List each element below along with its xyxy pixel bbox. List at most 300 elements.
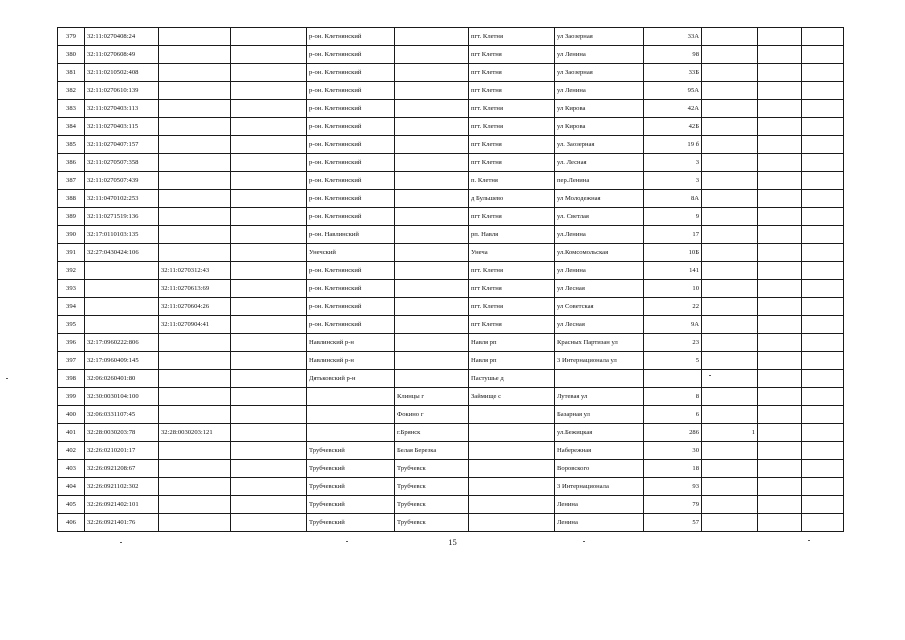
settlement-cell: Унеча xyxy=(469,244,555,262)
table-cell xyxy=(802,478,844,496)
house-number-cell: 18 xyxy=(644,460,702,478)
settlement-cell: п. Клетня xyxy=(469,172,555,190)
table-cell xyxy=(231,226,307,244)
extra-value-cell xyxy=(702,100,758,118)
table-cell xyxy=(231,136,307,154)
locality-cell: г.Брянск xyxy=(395,424,469,442)
cadastral-number-cell: 32:30:0030104:100 xyxy=(85,388,159,406)
table-row xyxy=(58,28,844,46)
locality-cell: Клинцы г xyxy=(395,388,469,406)
table-row xyxy=(58,334,844,352)
district-cell: р-он. Клетнянский xyxy=(307,208,395,226)
table-cell xyxy=(231,172,307,190)
table-cell xyxy=(758,28,802,46)
linked-cadastral-number-cell xyxy=(159,370,231,388)
house-number-cell: 79 xyxy=(644,496,702,514)
locality-cell xyxy=(395,154,469,172)
locality-cell xyxy=(395,82,469,100)
table-cell xyxy=(802,28,844,46)
extra-value-cell xyxy=(702,154,758,172)
settlement-cell xyxy=(469,442,555,460)
table-row xyxy=(58,136,844,154)
house-number-cell: 98 xyxy=(644,46,702,64)
district-cell: р-он. Навлинский xyxy=(307,226,395,244)
table-cell xyxy=(802,298,844,316)
scan-speck xyxy=(346,541,348,542)
linked-cadastral-number-cell xyxy=(159,28,231,46)
table-row xyxy=(58,262,844,280)
street-cell: ул Молодежная xyxy=(555,190,644,208)
scan-speck xyxy=(6,378,8,379)
cadastral-number-cell: 32:26:0921102:302 xyxy=(85,478,159,496)
cadastral-number-cell: 32:11:0270407:157 xyxy=(85,136,159,154)
locality-cell xyxy=(395,352,469,370)
linked-cadastral-number-cell xyxy=(159,478,231,496)
house-number-cell: 93 xyxy=(644,478,702,496)
house-number-cell: 6 xyxy=(644,406,702,424)
row-number-cell: 406 xyxy=(58,514,85,532)
extra-value-cell xyxy=(702,442,758,460)
scan-speck xyxy=(583,541,585,542)
street-cell: ул Кирова xyxy=(555,118,644,136)
district-cell: Навлинский р-н xyxy=(307,352,395,370)
cadastral-number-cell: 32:26:0210201:17 xyxy=(85,442,159,460)
linked-cadastral-number-cell xyxy=(159,226,231,244)
settlement-cell xyxy=(469,478,555,496)
locality-cell xyxy=(395,208,469,226)
table-cell xyxy=(758,136,802,154)
table-cell xyxy=(758,478,802,496)
table-row xyxy=(58,388,844,406)
house-number-cell: 10 xyxy=(644,280,702,298)
street-cell: Лутевая ул xyxy=(555,388,644,406)
house-number-cell: 57 xyxy=(644,514,702,532)
house-number-cell: 141 xyxy=(644,262,702,280)
house-number-cell: 33Б xyxy=(644,64,702,82)
cadastral-number-cell: 32:26:0921401:76 xyxy=(85,514,159,532)
street-cell: Ленина xyxy=(555,496,644,514)
table-body xyxy=(58,28,844,532)
locality-cell xyxy=(395,226,469,244)
linked-cadastral-number-cell xyxy=(159,172,231,190)
house-number-cell: 5 xyxy=(644,352,702,370)
table-cell xyxy=(758,280,802,298)
street-cell: ул Ленина xyxy=(555,46,644,64)
table-cell xyxy=(231,190,307,208)
linked-cadastral-number-cell xyxy=(159,514,231,532)
table-row xyxy=(58,190,844,208)
street-cell: Базарная ул xyxy=(555,406,644,424)
table-cell xyxy=(802,424,844,442)
table-row xyxy=(58,460,844,478)
table-cell xyxy=(758,424,802,442)
linked-cadastral-number-cell xyxy=(159,496,231,514)
street-cell: 3 Интернационала xyxy=(555,478,644,496)
house-number-cell: 3 xyxy=(644,172,702,190)
table-cell xyxy=(231,388,307,406)
table-row xyxy=(58,64,844,82)
settlement-cell xyxy=(469,514,555,532)
settlement-cell: пгт Клетня xyxy=(469,136,555,154)
scan-speck xyxy=(120,542,122,543)
extra-value-cell xyxy=(702,334,758,352)
district-cell: Трубчевский xyxy=(307,514,395,532)
street-cell: ул Заозерная xyxy=(555,28,644,46)
settlement-cell: Навля рп xyxy=(469,334,555,352)
locality-cell xyxy=(395,46,469,64)
cadastral-number-cell: 32:11:0270403:113 xyxy=(85,100,159,118)
cadastral-number-cell xyxy=(85,262,159,280)
district-cell: р-он. Клетнянский xyxy=(307,100,395,118)
extra-value-cell xyxy=(702,46,758,64)
table-cell xyxy=(758,334,802,352)
table-cell xyxy=(802,262,844,280)
settlement-cell: Займище с xyxy=(469,388,555,406)
cadastral-number-cell: 32:11:0271519:136 xyxy=(85,208,159,226)
table-cell xyxy=(802,316,844,334)
cadastral-number-cell: 32:06:0331107:45 xyxy=(85,406,159,424)
district-cell: р-он. Клетнянский xyxy=(307,298,395,316)
table-row xyxy=(58,370,844,388)
cadastral-number-cell: 32:11:0270610:139 xyxy=(85,82,159,100)
street-cell: ул Советская xyxy=(555,298,644,316)
extra-value-cell xyxy=(702,370,758,388)
table-cell xyxy=(758,244,802,262)
table-cell xyxy=(231,118,307,136)
district-cell: Трубчевский xyxy=(307,478,395,496)
locality-cell xyxy=(395,370,469,388)
table-row xyxy=(58,46,844,64)
table-row xyxy=(58,154,844,172)
table-row xyxy=(58,316,844,334)
row-number-cell: 384 xyxy=(58,118,85,136)
table-row xyxy=(58,442,844,460)
table-cell xyxy=(758,64,802,82)
cadastral-number-cell: 32:28:0030203:78 xyxy=(85,424,159,442)
row-number-cell: 379 xyxy=(58,28,85,46)
row-number-cell: 399 xyxy=(58,388,85,406)
extra-value-cell xyxy=(702,28,758,46)
district-cell: р-он. Клетнянский xyxy=(307,190,395,208)
street-cell xyxy=(555,370,644,388)
cadastral-number-cell: 32:17:0110103:135 xyxy=(85,226,159,244)
settlement-cell xyxy=(469,496,555,514)
table-cell xyxy=(802,514,844,532)
table-cell xyxy=(758,82,802,100)
district-cell: р-он. Клетнянский xyxy=(307,280,395,298)
table-row xyxy=(58,478,844,496)
settlement-cell: пгт. Клетня xyxy=(469,118,555,136)
linked-cadastral-number-cell xyxy=(159,190,231,208)
row-number-cell: 380 xyxy=(58,46,85,64)
district-cell: Навлинский р-н xyxy=(307,334,395,352)
street-cell: 3 Интернационала ул xyxy=(555,352,644,370)
scan-speck xyxy=(709,375,711,376)
settlement-cell: пгт Клетня xyxy=(469,316,555,334)
table-cell xyxy=(802,100,844,118)
district-cell: р-он. Клетнянский xyxy=(307,262,395,280)
table-row xyxy=(58,352,844,370)
cadastral-number-cell xyxy=(85,298,159,316)
district-cell: Унечский xyxy=(307,244,395,262)
table-cell xyxy=(758,100,802,118)
row-number-cell: 386 xyxy=(58,154,85,172)
locality-cell: Трубчевск xyxy=(395,514,469,532)
table-cell xyxy=(231,262,307,280)
table-cell xyxy=(758,262,802,280)
cadastral-number-cell: 32:11:0270608:49 xyxy=(85,46,159,64)
table-cell xyxy=(802,334,844,352)
district-cell xyxy=(307,424,395,442)
table-cell xyxy=(802,190,844,208)
street-cell: ул.Ленина xyxy=(555,226,644,244)
locality-cell xyxy=(395,28,469,46)
linked-cadastral-number-cell xyxy=(159,334,231,352)
district-cell: Трубчевский xyxy=(307,496,395,514)
table-cell xyxy=(231,244,307,262)
table-cell xyxy=(231,298,307,316)
district-cell xyxy=(307,406,395,424)
table-cell xyxy=(231,154,307,172)
extra-value-cell xyxy=(702,298,758,316)
linked-cadastral-number-cell xyxy=(159,64,231,82)
house-number-cell: 33А xyxy=(644,28,702,46)
table-cell xyxy=(802,46,844,64)
locality-cell xyxy=(395,280,469,298)
settlement-cell: пгт Клетня xyxy=(469,46,555,64)
cadastral-number-cell xyxy=(85,280,159,298)
table-cell xyxy=(802,136,844,154)
cadastral-number-cell xyxy=(85,316,159,334)
linked-cadastral-number-cell xyxy=(159,352,231,370)
house-number-cell: 8 xyxy=(644,388,702,406)
district-cell: р-он. Клетнянский xyxy=(307,154,395,172)
table-cell xyxy=(231,478,307,496)
row-number-cell: 396 xyxy=(58,334,85,352)
cadastral-number-cell: 32:06:0260401:80 xyxy=(85,370,159,388)
row-number-cell: 394 xyxy=(58,298,85,316)
table-cell xyxy=(802,442,844,460)
property-register-table xyxy=(57,27,844,532)
linked-cadastral-number-cell xyxy=(159,208,231,226)
extra-value-cell xyxy=(702,136,758,154)
row-number-cell: 388 xyxy=(58,190,85,208)
table-cell xyxy=(802,280,844,298)
cadastral-number-cell: 32:11:0270507:358 xyxy=(85,154,159,172)
table-cell xyxy=(231,514,307,532)
house-number-cell: 42А xyxy=(644,100,702,118)
house-number-cell: 9 xyxy=(644,208,702,226)
row-number-cell: 383 xyxy=(58,100,85,118)
row-number-cell: 390 xyxy=(58,226,85,244)
locality-cell xyxy=(395,172,469,190)
table-cell xyxy=(802,406,844,424)
house-number-cell: 10Б xyxy=(644,244,702,262)
extra-value-cell: 1 xyxy=(702,424,758,442)
settlement-cell: пгт Клетня xyxy=(469,64,555,82)
table-cell xyxy=(802,370,844,388)
district-cell: р-он. Клетнянский xyxy=(307,118,395,136)
street-cell: ул. Лесная xyxy=(555,154,644,172)
street-cell: ул.Комсомольская xyxy=(555,244,644,262)
linked-cadastral-number-cell xyxy=(159,136,231,154)
settlement-cell: пгт. Клетня xyxy=(469,100,555,118)
extra-value-cell xyxy=(702,352,758,370)
locality-cell xyxy=(395,244,469,262)
table-cell xyxy=(231,334,307,352)
table-cell xyxy=(758,298,802,316)
table-row xyxy=(58,280,844,298)
extra-value-cell xyxy=(702,118,758,136)
table-cell xyxy=(758,316,802,334)
row-number-cell: 397 xyxy=(58,352,85,370)
house-number-cell: 8А xyxy=(644,190,702,208)
house-number-cell: 19 б xyxy=(644,136,702,154)
table-cell xyxy=(802,460,844,478)
house-number-cell: 22 xyxy=(644,298,702,316)
locality-cell xyxy=(395,316,469,334)
linked-cadastral-number-cell xyxy=(159,154,231,172)
locality-cell: Трубчевск xyxy=(395,496,469,514)
street-cell: ул Лесная xyxy=(555,280,644,298)
district-cell: Дятьковский р-н xyxy=(307,370,395,388)
house-number-cell xyxy=(644,370,702,388)
table-cell xyxy=(758,406,802,424)
table-cell xyxy=(802,226,844,244)
table-row xyxy=(58,172,844,190)
table-cell xyxy=(231,442,307,460)
street-cell: Красных Партизан ул xyxy=(555,334,644,352)
table-cell xyxy=(231,64,307,82)
district-cell xyxy=(307,388,395,406)
settlement-cell: пгт Клетня xyxy=(469,208,555,226)
table-cell xyxy=(231,280,307,298)
table-row xyxy=(58,406,844,424)
locality-cell: Трубчевск xyxy=(395,478,469,496)
extra-value-cell xyxy=(702,514,758,532)
table-cell xyxy=(231,316,307,334)
settlement-cell: Пастушье д xyxy=(469,370,555,388)
table-cell xyxy=(231,82,307,100)
table-cell xyxy=(802,496,844,514)
district-cell: р-он. Клетнянский xyxy=(307,82,395,100)
extra-value-cell xyxy=(702,172,758,190)
district-cell: р-он. Клетнянский xyxy=(307,46,395,64)
settlement-cell: пгт. Клетня xyxy=(469,298,555,316)
row-number-cell: 385 xyxy=(58,136,85,154)
table-cell xyxy=(758,496,802,514)
linked-cadastral-number-cell: 32:11:0270613:69 xyxy=(159,280,231,298)
table-row xyxy=(58,496,844,514)
cadastral-number-cell: 32:26:0921402:101 xyxy=(85,496,159,514)
table-row xyxy=(58,298,844,316)
house-number-cell: 17 xyxy=(644,226,702,244)
table-cell xyxy=(231,370,307,388)
street-cell: Воровского xyxy=(555,460,644,478)
house-number-cell: 286 xyxy=(644,424,702,442)
locality-cell xyxy=(395,100,469,118)
table-cell xyxy=(802,352,844,370)
house-number-cell: 3 xyxy=(644,154,702,172)
settlement-cell: Навля рп xyxy=(469,352,555,370)
linked-cadastral-number-cell xyxy=(159,244,231,262)
table-cell xyxy=(758,352,802,370)
table-row xyxy=(58,424,844,442)
linked-cadastral-number-cell xyxy=(159,442,231,460)
extra-value-cell xyxy=(702,388,758,406)
table-cell xyxy=(231,208,307,226)
cadastral-number-cell: 32:17:0960409:145 xyxy=(85,352,159,370)
settlement-cell xyxy=(469,424,555,442)
table-row xyxy=(58,244,844,262)
locality-cell xyxy=(395,298,469,316)
row-number-cell: 402 xyxy=(58,442,85,460)
district-cell: р-он. Клетнянский xyxy=(307,316,395,334)
table-cell xyxy=(802,82,844,100)
table-cell xyxy=(758,442,802,460)
street-cell: ул.Бежицкая xyxy=(555,424,644,442)
locality-cell xyxy=(395,118,469,136)
street-cell: ул Заозерная xyxy=(555,64,644,82)
cadastral-number-cell: 32:11:0470102:253 xyxy=(85,190,159,208)
table-cell xyxy=(231,406,307,424)
street-cell: ул Лесная xyxy=(555,316,644,334)
locality-cell xyxy=(395,334,469,352)
locality-cell xyxy=(395,136,469,154)
linked-cadastral-number-cell: 32:11:0270312:43 xyxy=(159,262,231,280)
settlement-cell: пгт. Клетня xyxy=(469,262,555,280)
table-cell xyxy=(231,496,307,514)
table-cell xyxy=(802,172,844,190)
street-cell: ул. Заозерная xyxy=(555,136,644,154)
settlement-cell: пгт Клетня xyxy=(469,154,555,172)
table-cell xyxy=(231,28,307,46)
extra-value-cell xyxy=(702,82,758,100)
house-number-cell: 30 xyxy=(644,442,702,460)
row-number-cell: 392 xyxy=(58,262,85,280)
street-cell: Набережная xyxy=(555,442,644,460)
settlement-cell: пгт Клетня xyxy=(469,280,555,298)
table-cell xyxy=(758,154,802,172)
linked-cadastral-number-cell xyxy=(159,388,231,406)
row-number-cell: 405 xyxy=(58,496,85,514)
street-cell: ул Кирова xyxy=(555,100,644,118)
street-cell: ул Ленина xyxy=(555,82,644,100)
table-cell xyxy=(231,100,307,118)
house-number-cell: 23 xyxy=(644,334,702,352)
table-cell xyxy=(758,118,802,136)
row-number-cell: 389 xyxy=(58,208,85,226)
row-number-cell: 382 xyxy=(58,82,85,100)
table-cell xyxy=(802,118,844,136)
extra-value-cell xyxy=(702,478,758,496)
district-cell: Трубчевский xyxy=(307,460,395,478)
extra-value-cell xyxy=(702,460,758,478)
table-cell xyxy=(231,460,307,478)
street-cell: ул Ленина xyxy=(555,262,644,280)
extra-value-cell xyxy=(702,190,758,208)
linked-cadastral-number-cell xyxy=(159,100,231,118)
page-number: 15 xyxy=(448,537,457,547)
house-number-cell: 95А xyxy=(644,82,702,100)
district-cell: р-он. Клетнянский xyxy=(307,136,395,154)
street-cell: пер.Ленина xyxy=(555,172,644,190)
table-cell xyxy=(231,46,307,64)
row-number-cell: 400 xyxy=(58,406,85,424)
scan-speck xyxy=(808,540,810,541)
linked-cadastral-number-cell: 32:11:0270904:41 xyxy=(159,316,231,334)
extra-value-cell xyxy=(702,406,758,424)
